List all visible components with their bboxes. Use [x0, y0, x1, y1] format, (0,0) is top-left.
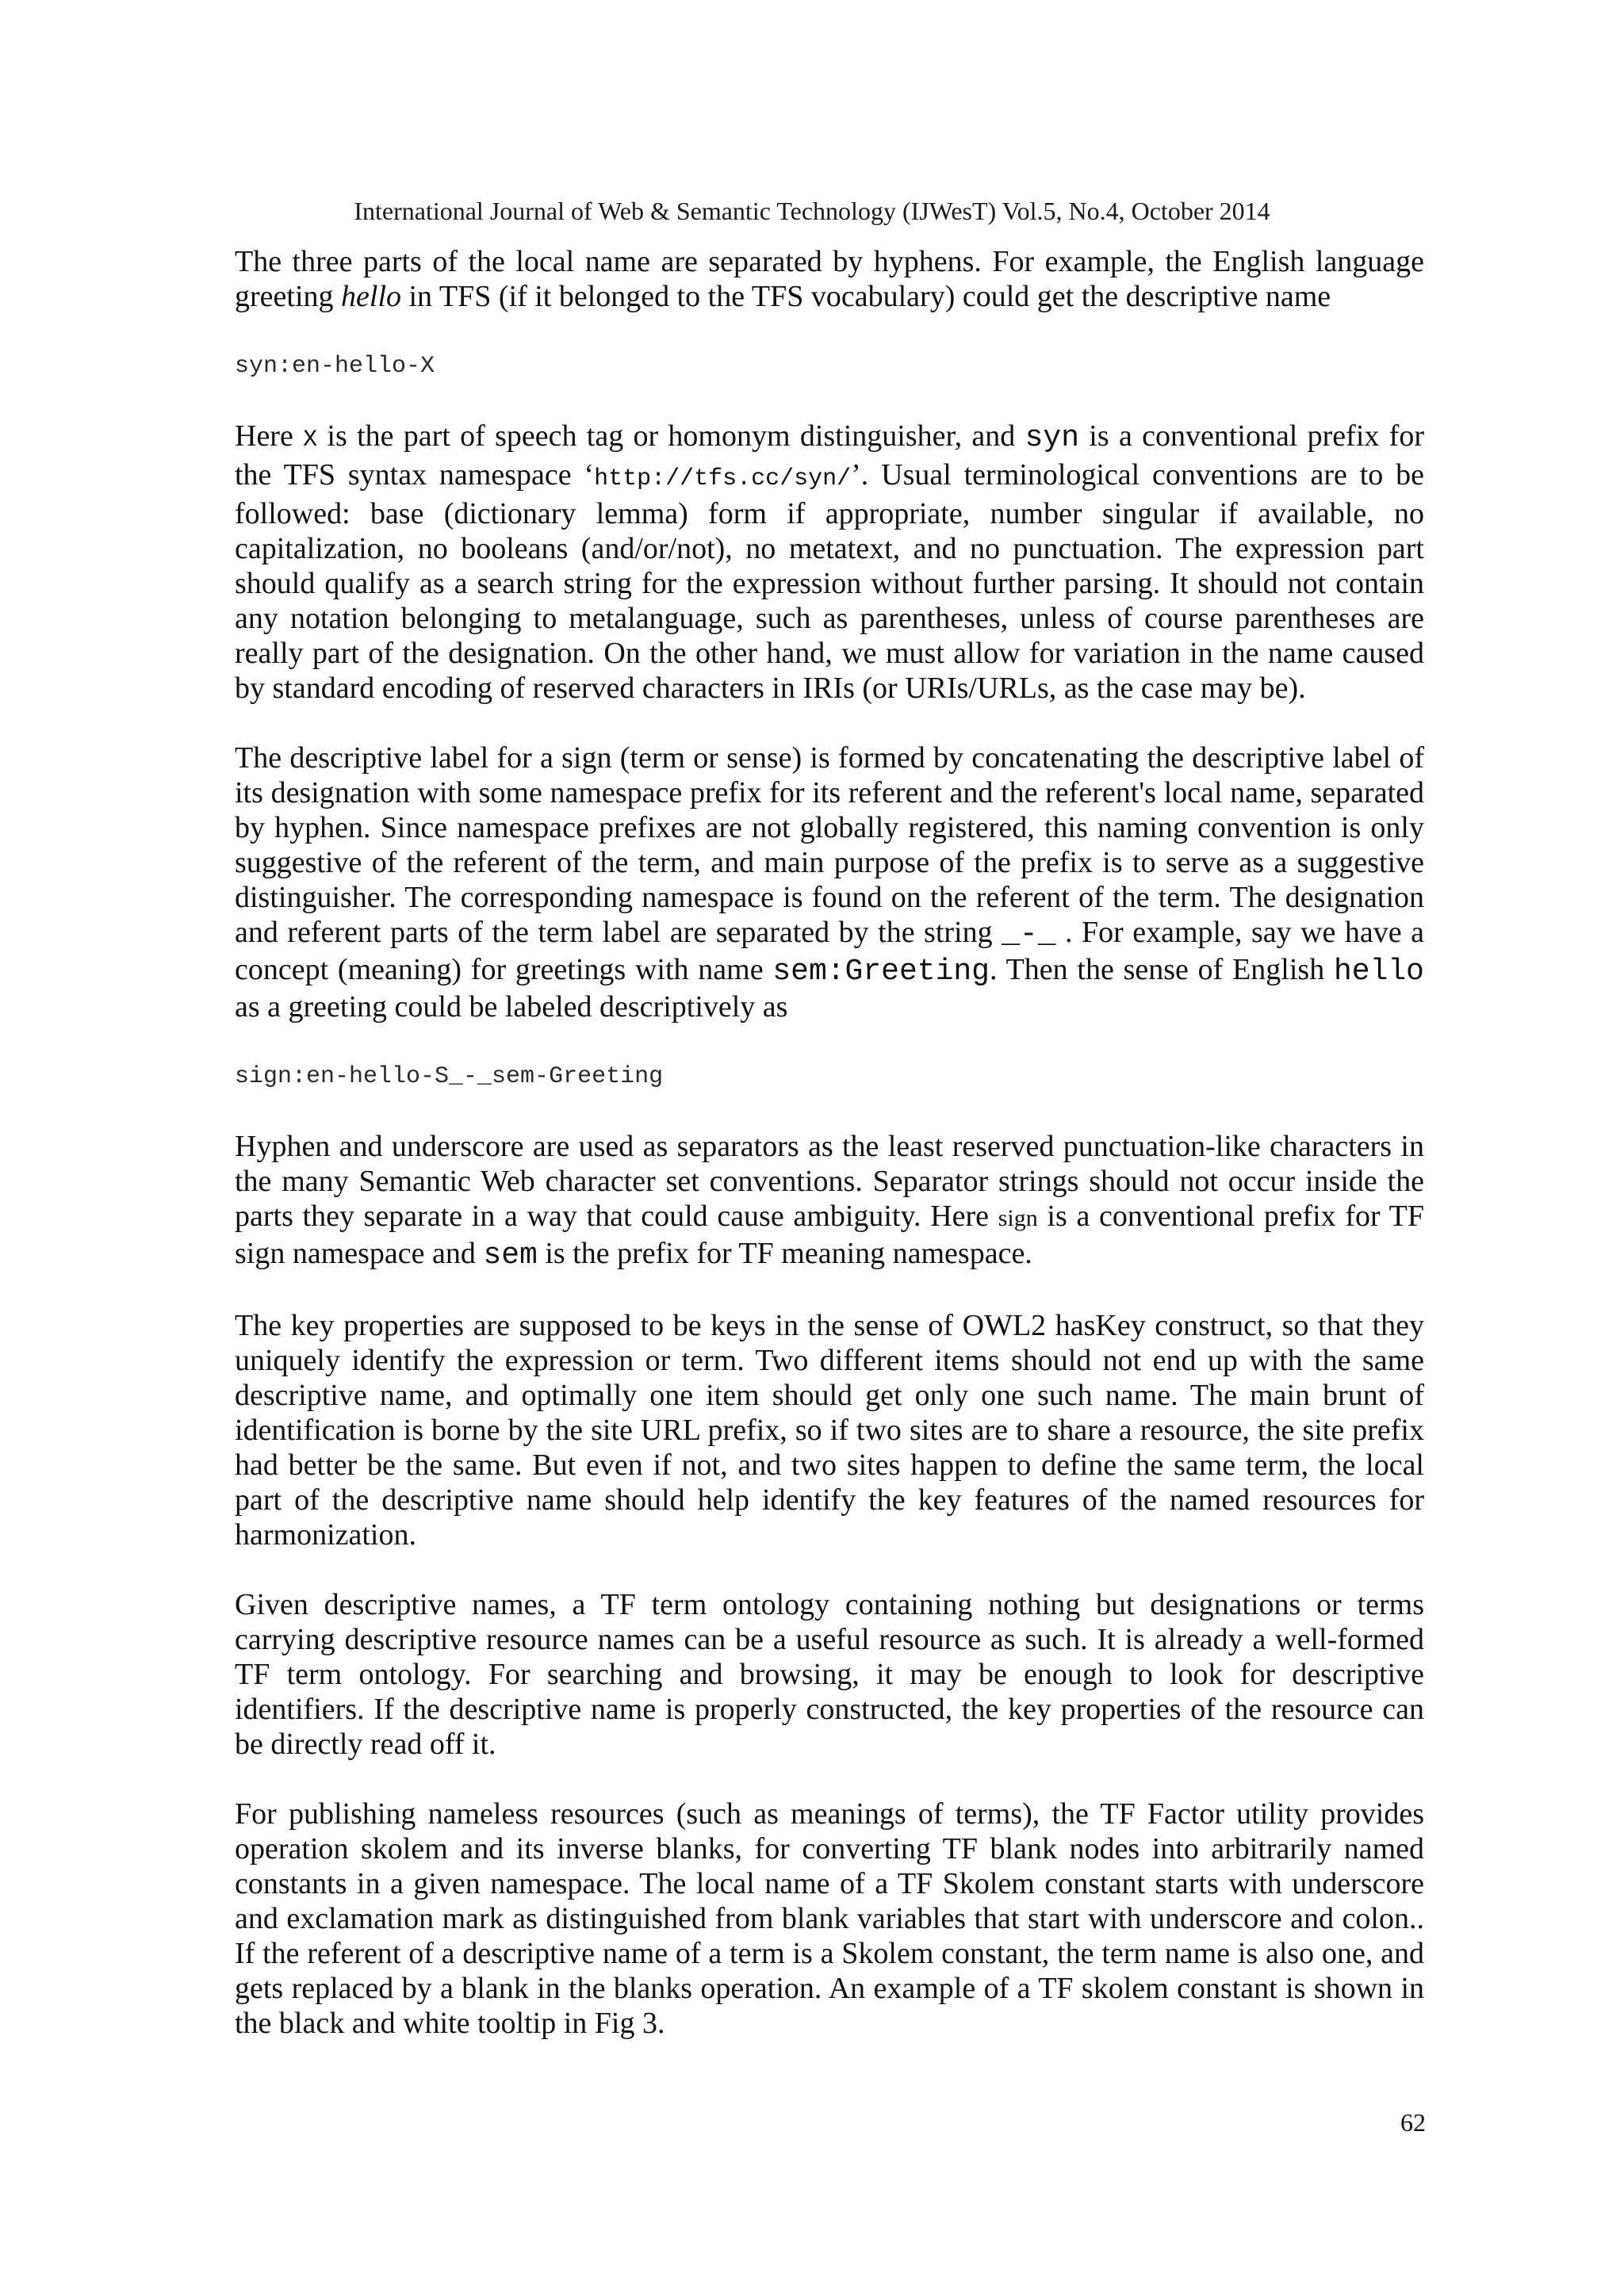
text-run: The descriptive label for a sign (term or sense) is formed by concatenating the descriptive label of its designation with some namespace prefix for its referent and the referent's local name, separated by hyphen. Since namespace prefixes are not globally registered, this naming convention is only suggestive of the referent of the term, and main purpose of the prefix is to serve as a suggestive distinguisher. The corresponding namespace is found on the referent of the term. The designation and referent parts of the term label are separated by the string	[235, 741, 1424, 949]
paragraph	[235, 1129, 1424, 1273]
text-run: in TFS (if it belonged to the TFS vocabulary) could get the descriptive name	[401, 280, 1331, 313]
inline-code: X	[303, 427, 318, 453]
paragraph	[235, 244, 1424, 314]
code-example: syn:en-hello-X	[235, 353, 435, 380]
page-number: 62	[1400, 2108, 1426, 2137]
running-header: International Journal of Web & Semantic Technology (IJWesT) Vol.5, No.4, October 2014	[354, 197, 1270, 225]
text-run: as a greeting could be labeled descriptively as	[235, 990, 788, 1024]
paragraph: Given descriptive names, a TF term ontology containing nothing but designations or terms carrying descriptive resource names can be a useful resource as such. It is already a well-formed TF term ontology. For searching and browsing, it may be enough to look for descriptive identifiers. If the descriptive name is properly constructed, the key properties of the resource can be directly read off it.	[235, 1588, 1424, 1761]
text-run: is a conventional prefix for the TFS syntax namespace ‘	[235, 419, 1424, 492]
text-run: The three parts of the local name are separated by hyphens. For example, the English language greeting	[235, 245, 1424, 313]
paragraph	[235, 419, 1424, 706]
paragraph: For publishing nameless resources (such as meanings of terms), the TF Factor utility provides operation skolem and its inverse blanks, for converting TF blank nodes into arbitrarily named constants in a given namespace. The local name of a TF Skolem constant starts with underscore and exclamation mark as distinguished from blank variables that start with underscore and colon.. If the referent of a descriptive name of a term is a Skolem constant, the term name is also one, and gets replaced by a blank in the blanks operation. An example of a TF skolem constant is shown in the black and white tooltip in Fig 3.	[235, 1797, 1424, 2040]
text-run: is the prefix for TF meaning namespace.	[537, 1237, 1032, 1270]
paragraph	[235, 740, 1424, 1024]
inline-code-url: http://tfs.cc/syn/	[594, 465, 852, 492]
text-run: Here	[235, 419, 304, 453]
paragraph: The key properties are supposed to be keys in the sense of OWL2 hasKey construct, so that they uniquely identify the expression or term. Two different items should not end up with the same descriptive name, and optimally one item should get only one such name. The main brunt of identification is borne by the site URL prefix, so if two sites are to share a resource, the site prefix had better be the same. But even if not, and two sites happen to define the same term, the local part of the descriptive name should help identify the key features of the named resources for harmonization.	[235, 1309, 1424, 1552]
body-text	[235, 244, 1424, 2076]
inline-code: _-_	[1002, 917, 1056, 951]
text-run: . Then the sense of English	[990, 953, 1334, 986]
text-run: . For example, say we have a concept (meaning) for greetings with name	[235, 916, 1424, 986]
emphasis: hello	[341, 280, 401, 313]
code-example: sign:en-hello-S_-_sem-Greeting	[235, 1063, 664, 1090]
text-run: is a conventional prefix for TF sign namespace and	[235, 1200, 1424, 1270]
text-run: is the part of speech tag or homonym distinguisher, and	[317, 419, 1025, 453]
inline-code: syn	[1025, 421, 1080, 455]
text-run: ’. Usual terminological conventions are to be followed: base (dictionary lemma) form if appropriate, number singular if available, no capitalization, no booleans (and/or/not), no metatext, and no punctuation. The expression part should qualify as a search string for the expression without further parsing. It should not contain any notation belonging to metalanguage, such as parentheses, unless of course parentheses are really part of the designation. On the other hand, we must allow for variation in the name caused by standard encoding of reserved characters in IRIs (or URIs/URLs, as the case may be).	[235, 458, 1424, 705]
inline-code: sem	[483, 1238, 538, 1272]
text-run: Hyphen and underscore are used as separators as the least reserved punctuation-like characters in the many Semantic Web character set conventions. Separator strings should not occur inside the parts they separate in a way that could cause ambiguity. Here	[235, 1130, 1424, 1233]
inline-code: sem:Greeting	[772, 955, 990, 989]
small-text: sign	[998, 1205, 1038, 1231]
inline-code: hello	[1333, 955, 1424, 989]
